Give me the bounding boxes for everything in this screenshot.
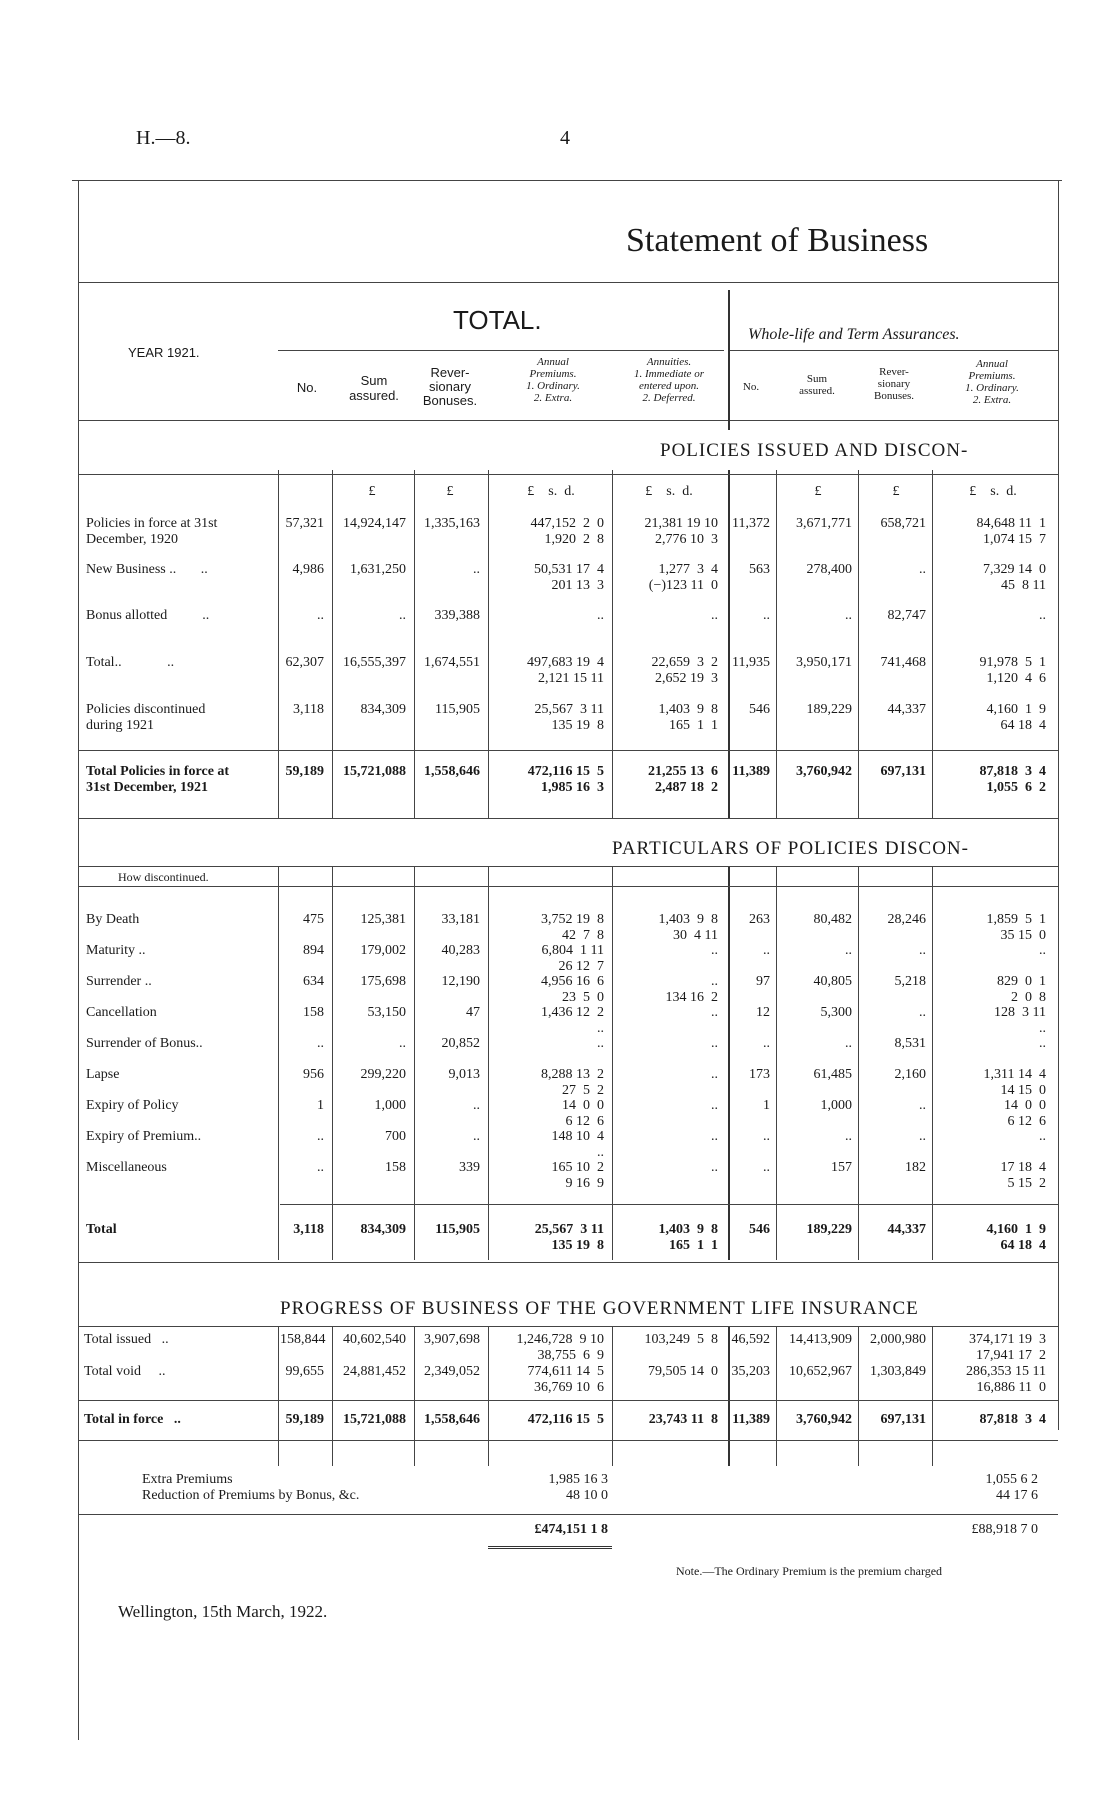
cell-wrev: 697,131 bbox=[880, 764, 926, 779]
cell-no: .. bbox=[317, 1160, 324, 1175]
wl-no-header: No. bbox=[742, 381, 760, 393]
cell-prem: 4,956 16 6 23 5 0 bbox=[541, 974, 604, 1005]
cell-wsum: 80,482 bbox=[813, 912, 852, 927]
cell-sum: 40,602,540 bbox=[343, 1332, 406, 1347]
cell-wrev: .. bbox=[919, 943, 926, 958]
left-rule bbox=[78, 180, 79, 1740]
extra-prem-value: 1,985 16 3 bbox=[548, 1472, 608, 1487]
section1-unit: £ bbox=[368, 484, 376, 499]
cell-wprem: 91,978 5 1 1,120 4 6 bbox=[979, 655, 1046, 686]
total-underline bbox=[278, 350, 724, 351]
section2-rule bbox=[78, 1262, 1058, 1263]
cell-sum: 125,381 bbox=[360, 912, 406, 927]
cell-wprem: .. bbox=[1039, 943, 1046, 958]
section3-col-divider bbox=[776, 1326, 777, 1466]
section3-col-divider bbox=[278, 1326, 279, 1466]
cell-wrev: .. bbox=[919, 1005, 926, 1020]
cell-no: 894 bbox=[303, 943, 324, 958]
cell-no: 158 bbox=[303, 1005, 324, 1020]
section2-col-divider bbox=[858, 866, 859, 1260]
cell-wno: 11,935 bbox=[732, 655, 770, 670]
section2-col-divider bbox=[932, 866, 933, 1260]
wl-sum-header: Sum assured. bbox=[799, 373, 835, 397]
cell-wno: 173 bbox=[749, 1067, 770, 1082]
cell-rev: 47 bbox=[466, 1005, 480, 1020]
cell-wsum: 61,485 bbox=[813, 1067, 852, 1082]
cell-rev: .. bbox=[473, 1129, 480, 1144]
cell-wprem: 286,353 15 11 16,886 11 0 bbox=[966, 1364, 1046, 1395]
cell-prem: 50,531 17 4 201 13 3 bbox=[534, 562, 604, 593]
grand-total-rule bbox=[78, 1514, 1058, 1515]
footer-date: Wellington, 15th March, 1922. bbox=[118, 1602, 328, 1621]
cell-ann: .. 134 16 2 bbox=[665, 974, 718, 1005]
cell-sum: 1,631,250 bbox=[350, 562, 406, 577]
cell-wrev: .. bbox=[919, 562, 926, 577]
section3-rule bbox=[78, 1400, 1058, 1401]
section1-col-divider bbox=[612, 470, 613, 818]
row-label: Expiry of Premium.. bbox=[86, 1129, 202, 1144]
cell-sum: 15,721,088 bbox=[343, 1412, 406, 1427]
cell-no: 59,189 bbox=[285, 1412, 324, 1427]
cell-no: .. bbox=[317, 608, 324, 623]
top-rule bbox=[72, 180, 1062, 181]
row-label: Miscellaneous bbox=[86, 1160, 167, 1175]
wl-premiums-header: Annual Premiums. 1. Ordinary. 2. Extra. bbox=[965, 358, 1019, 406]
extra-wprem-value: 1,055 6 2 bbox=[985, 1472, 1038, 1487]
cell-ann: 21,381 19 10 2,776 10 3 bbox=[644, 516, 718, 547]
cell-prem: 165 10 2 9 16 9 bbox=[551, 1160, 604, 1191]
cell-no: 956 bbox=[303, 1067, 324, 1082]
cell-wprem: .. bbox=[1039, 1129, 1046, 1144]
cell-no: 57,321 bbox=[285, 516, 324, 531]
cell-wprem: 374,171 19 3 17,941 17 2 bbox=[969, 1332, 1046, 1363]
cell-sum: .. bbox=[399, 608, 406, 623]
section1-rule bbox=[78, 750, 1058, 751]
cell-no: 3,118 bbox=[293, 702, 324, 717]
cell-no: .. bbox=[317, 1036, 324, 1051]
cell-ann: .. bbox=[711, 1129, 718, 1144]
cell-wrev: 182 bbox=[905, 1160, 926, 1175]
section2-rule bbox=[280, 1204, 1058, 1205]
section2-col-divider bbox=[776, 866, 777, 1260]
cell-rev: 115,905 bbox=[435, 1222, 480, 1237]
section2-col-divider bbox=[612, 866, 613, 1260]
cell-wsum: 189,229 bbox=[806, 1222, 852, 1237]
note: Note.—The Ordinary Premium is the premium charged bbox=[676, 1564, 943, 1578]
wl-rev-header: Rever- sionary Bonuses. bbox=[873, 366, 915, 402]
row-label: Surrender of Bonus.. bbox=[86, 1036, 203, 1051]
cell-wrev: 8,531 bbox=[894, 1036, 926, 1051]
cell-wprem: 7,329 14 0 45 8 11 bbox=[983, 562, 1046, 593]
cell-ann: 23,743 11 8 bbox=[648, 1412, 718, 1427]
cell-wsum: 10,652,967 bbox=[789, 1364, 852, 1379]
cell-wprem: 4,160 1 9 64 18 4 bbox=[986, 1222, 1046, 1253]
row-label: Total.. .. bbox=[86, 655, 175, 670]
cell-ann: .. bbox=[711, 1005, 718, 1020]
cell-sum: .. bbox=[399, 1036, 406, 1051]
cell-wno: .. bbox=[763, 1160, 770, 1175]
cell-prem: 472,116 15 5 1,985 16 3 bbox=[527, 764, 604, 795]
section2-rule bbox=[78, 866, 1058, 867]
cell-rev: 339 bbox=[459, 1160, 480, 1175]
whole-life-header: Whole-life and Term Assurances. bbox=[748, 326, 960, 343]
cell-rev: 40,283 bbox=[441, 943, 480, 958]
cell-sum: 1,000 bbox=[374, 1098, 406, 1113]
cell-wrev: 82,747 bbox=[887, 608, 926, 623]
cell-ann: .. bbox=[711, 608, 718, 623]
cell-prem: 497,683 19 4 2,121 15 11 bbox=[527, 655, 604, 686]
section1-unit: £ bbox=[446, 484, 454, 499]
cell-ann: .. bbox=[711, 943, 718, 958]
cell-wno: .. bbox=[763, 943, 770, 958]
row-label: Lapse bbox=[86, 1067, 120, 1082]
reduction-prem-value: 48 10 0 bbox=[566, 1488, 608, 1503]
section1-unit: £ s. d. bbox=[527, 484, 575, 499]
cell-wsum: .. bbox=[845, 943, 852, 958]
row-label: Total in force .. bbox=[84, 1412, 181, 1427]
cell-wrev: 2,000,980 bbox=[870, 1332, 926, 1347]
cell-wsum: 189,229 bbox=[806, 702, 852, 717]
section1-col-divider bbox=[932, 470, 933, 818]
cell-wno: 263 bbox=[749, 912, 770, 927]
row-label: Expiry of Policy bbox=[86, 1098, 179, 1113]
cell-prem: 14 0 0 6 12 6 bbox=[562, 1098, 604, 1129]
cell-sum: 16,555,397 bbox=[343, 655, 406, 670]
cell-wrev: 1,303,849 bbox=[870, 1364, 926, 1379]
section3-col-divider bbox=[932, 1326, 933, 1466]
cell-ann: .. bbox=[711, 1098, 718, 1113]
cell-wprem: 829 0 1 2 0 8 bbox=[997, 974, 1046, 1005]
cell-wsum: .. bbox=[845, 608, 852, 623]
cell-ann: .. bbox=[711, 1160, 718, 1175]
section1-col-divider bbox=[776, 470, 777, 818]
page-title: Statement of Business bbox=[626, 222, 929, 259]
cell-sum: 53,150 bbox=[367, 1005, 406, 1020]
cell-rev: 1,674,551 bbox=[424, 655, 480, 670]
row-label: Bonus allotted .. bbox=[86, 608, 210, 623]
cell-prem: 6,804 1 11 26 12 7 bbox=[541, 943, 604, 974]
row-label: Total bbox=[86, 1222, 117, 1237]
row-label: By Death bbox=[86, 912, 140, 927]
section3-col-divider bbox=[858, 1326, 859, 1466]
cell-no: 634 bbox=[303, 974, 324, 989]
cell-wrev: 741,468 bbox=[880, 655, 926, 670]
cell-wno: 97 bbox=[756, 974, 770, 989]
section1-unit: £ bbox=[892, 484, 900, 499]
cell-ann: .. bbox=[711, 1036, 718, 1051]
cell-prem: .. bbox=[597, 608, 604, 623]
cell-rev: 12,190 bbox=[441, 974, 480, 989]
cell-wrev: 44,337 bbox=[887, 702, 926, 717]
cell-wno: 11,389 bbox=[732, 1412, 770, 1427]
cell-wno: .. bbox=[763, 608, 770, 623]
row-label: Total issued .. bbox=[84, 1332, 169, 1347]
page-number: 4 bbox=[560, 127, 570, 149]
cell-sum: 175,698 bbox=[360, 974, 406, 989]
cell-prem: 774,611 14 5 36,769 10 6 bbox=[527, 1364, 604, 1395]
cell-prem: 1,246,728 9 10 38,755 6 9 bbox=[516, 1332, 604, 1363]
cell-wsum: 5,300 bbox=[820, 1005, 852, 1020]
section3-heading: PROGRESS OF BUSINESS OF THE GOVERNMENT LIFE INSURANCE bbox=[280, 1298, 919, 1319]
cell-rev: .. bbox=[473, 562, 480, 577]
cell-sum: 158 bbox=[385, 1160, 406, 1175]
total-header: TOTAL. bbox=[453, 305, 542, 335]
section2-col-divider bbox=[278, 866, 279, 1260]
cell-rev: 20,852 bbox=[441, 1036, 480, 1051]
cell-rev: 1,558,646 bbox=[424, 764, 480, 779]
section3-col-divider bbox=[488, 1326, 489, 1466]
section1-col-divider bbox=[488, 470, 489, 818]
section1-heading: POLICIES ISSUED AND DISCON- bbox=[660, 440, 969, 461]
cell-wprem: 1,859 5 1 35 15 0 bbox=[986, 912, 1046, 943]
row-label: Maturity .. bbox=[86, 943, 146, 958]
cell-rev: 115,905 bbox=[435, 702, 480, 717]
cell-prem: 447,152 2 0 1,920 2 8 bbox=[530, 516, 604, 547]
section2-rule bbox=[78, 886, 1058, 887]
cell-sum: 299,220 bbox=[360, 1067, 406, 1082]
section2-subhead: How discontinued. bbox=[118, 870, 209, 884]
annuities-header: Annuities. 1. Immediate or entered upon. 2. Deferred. bbox=[634, 356, 704, 404]
cell-wno: 46,592 bbox=[731, 1332, 770, 1347]
section1-unit: £ bbox=[814, 484, 822, 499]
cell-wprem: 87,818 3 4 bbox=[979, 1412, 1046, 1427]
cell-wprem: 128 3 11 .. bbox=[994, 1005, 1046, 1036]
cell-sum: 700 bbox=[385, 1129, 406, 1144]
sum-assured-header: Sum assured. bbox=[349, 373, 399, 403]
cell-wno: 546 bbox=[749, 702, 770, 717]
cell-wsum: 3,760,942 bbox=[796, 1412, 852, 1427]
cell-wsum: 278,400 bbox=[806, 562, 852, 577]
reduction-label: Reduction of Premiums by Bonus, &c. bbox=[142, 1488, 360, 1503]
cell-rev: 1,558,646 bbox=[424, 1412, 480, 1427]
wholelife-underline bbox=[728, 350, 1058, 351]
section1-col-divider bbox=[858, 470, 859, 818]
cell-wno: 11,389 bbox=[732, 764, 770, 779]
grand-wtotal: £88,918 7 0 bbox=[971, 1522, 1038, 1537]
section3-rule bbox=[78, 1440, 1058, 1441]
cell-wrev: 2,160 bbox=[894, 1067, 926, 1082]
cell-wrev: 44,337 bbox=[887, 1222, 926, 1237]
section1-rule bbox=[78, 818, 1058, 819]
cell-wno: .. bbox=[763, 1036, 770, 1051]
cell-rev: 2,349,052 bbox=[424, 1364, 480, 1379]
row-label: Total Policies in force at 31st December, 1921 bbox=[86, 764, 230, 795]
cell-wno: 11,372 bbox=[732, 516, 770, 531]
cell-ann: 1,277 3 4 (−)123 11 0 bbox=[648, 562, 718, 593]
section2-heading: PARTICULARS OF POLICIES DISCON- bbox=[612, 838, 969, 859]
cell-sum: 179,002 bbox=[360, 943, 406, 958]
year-header: YEAR 1921. bbox=[128, 345, 200, 360]
row-label: Cancellation bbox=[86, 1005, 157, 1020]
reduction-wprem-value: 44 17 6 bbox=[996, 1488, 1038, 1503]
cell-prem: .. bbox=[597, 1036, 604, 1051]
cell-wsum: 3,760,942 bbox=[796, 764, 852, 779]
cell-ann: 1,403 9 8 165 1 1 bbox=[658, 702, 718, 733]
cell-no: 3,118 bbox=[293, 1222, 324, 1237]
cell-prem: 25,567 3 11 135 19 8 bbox=[534, 1222, 604, 1253]
cell-wno: 12 bbox=[756, 1005, 770, 1020]
section1-unit: £ s. d. bbox=[969, 484, 1017, 499]
right-rule bbox=[1058, 180, 1059, 1430]
section1-col-divider bbox=[278, 470, 279, 818]
cell-wprem: 87,818 3 4 1,055 6 2 bbox=[979, 764, 1046, 795]
cell-wprem: 14 0 0 6 12 6 bbox=[1004, 1098, 1046, 1129]
cell-prem: 8,288 13 2 27 5 2 bbox=[541, 1067, 604, 1098]
cell-ann: 22,659 3 2 2,652 19 3 bbox=[651, 655, 718, 686]
cell-wrev: 697,131 bbox=[880, 1412, 926, 1427]
section2-col-divider bbox=[488, 866, 489, 1260]
cell-ann: 21,255 13 6 2,487 18 2 bbox=[648, 764, 718, 795]
cell-wrev: 5,218 bbox=[894, 974, 926, 989]
section1-unit: £ s. d. bbox=[645, 484, 693, 499]
cell-wsum: 3,671,771 bbox=[796, 516, 852, 531]
cell-wno: 546 bbox=[749, 1222, 770, 1237]
header-bottom-rule bbox=[78, 420, 1058, 421]
cell-wrev: 658,721 bbox=[880, 516, 926, 531]
cell-sum: 15,721,088 bbox=[343, 764, 406, 779]
cell-ann: 1,403 9 8 165 1 1 bbox=[658, 1222, 718, 1253]
cell-wprem: 17 18 4 5 15 2 bbox=[1000, 1160, 1046, 1191]
cell-wsum: 3,950,171 bbox=[796, 655, 852, 670]
grand-total-underline bbox=[488, 1546, 612, 1549]
cell-rev: 33,181 bbox=[441, 912, 480, 927]
cell-wsum: .. bbox=[845, 1129, 852, 1144]
grand-total: £474,151 1 8 bbox=[534, 1522, 608, 1537]
cell-wprem: .. bbox=[1039, 608, 1046, 623]
cell-rev: 1,335,163 bbox=[424, 516, 480, 531]
cell-no: 1 bbox=[317, 1098, 324, 1113]
cell-no: 59,189 bbox=[285, 764, 324, 779]
cell-wno: 1 bbox=[763, 1098, 770, 1113]
row-label: Policies in force at 31st December, 1920 bbox=[86, 516, 218, 547]
cell-no: 4,986 bbox=[292, 562, 324, 577]
cell-wsum: 157 bbox=[831, 1160, 852, 1175]
cell-no: .. bbox=[317, 1129, 324, 1144]
cell-wrev: .. bbox=[919, 1129, 926, 1144]
row-label: Policies discontinued during 1921 bbox=[86, 702, 206, 733]
cell-ann: .. bbox=[711, 1067, 718, 1082]
cell-wsum: 1,000 bbox=[820, 1098, 852, 1113]
cell-no: 62,307 bbox=[285, 655, 324, 670]
annual-premiums-header: Annual Premiums. 1. Ordinary. 2. Extra. bbox=[526, 356, 580, 404]
cell-wsum: .. bbox=[845, 1036, 852, 1051]
no-header: No. bbox=[296, 380, 318, 395]
cell-rev: 9,013 bbox=[448, 1067, 480, 1082]
cell-wrev: .. bbox=[919, 1098, 926, 1113]
cell-sum: 834,309 bbox=[360, 1222, 406, 1237]
row-label: Surrender .. bbox=[86, 974, 152, 989]
cell-wsum: 14,413,909 bbox=[789, 1332, 852, 1347]
cell-wprem: 4,160 1 9 64 18 4 bbox=[986, 702, 1046, 733]
rev-bonuses-header: Rever- sionary Bonuses. bbox=[422, 365, 478, 408]
cell-prem: 3,752 19 8 42 7 8 bbox=[541, 912, 604, 943]
cell-no: 99,655 bbox=[285, 1364, 324, 1379]
major-divider-header bbox=[728, 290, 730, 430]
row-label: New Business .. .. bbox=[86, 562, 208, 577]
cell-ann: 79,505 14 0 bbox=[648, 1364, 718, 1379]
extra-premiums-label: Extra Premiums bbox=[142, 1472, 233, 1487]
cell-ann: 103,249 5 8 bbox=[644, 1332, 718, 1347]
cell-rev: 3,907,698 bbox=[424, 1332, 480, 1347]
cell-wprem: 1,311 14 4 14 15 0 bbox=[983, 1067, 1046, 1098]
cell-wsum: 40,805 bbox=[813, 974, 852, 989]
cell-ann: 1,403 9 8 30 4 11 bbox=[658, 912, 718, 943]
row-label: Total void .. bbox=[84, 1364, 166, 1379]
cell-wno: 563 bbox=[749, 562, 770, 577]
cell-wprem: 84,648 11 1 1,074 15 7 bbox=[976, 516, 1046, 547]
cell-rev: 339,388 bbox=[434, 608, 480, 623]
cell-prem: 1,436 12 2 .. bbox=[541, 1005, 604, 1036]
cell-prem: 148 10 4 .. bbox=[551, 1129, 604, 1160]
page-ref: H.—8. bbox=[136, 127, 191, 149]
section1-rule bbox=[78, 474, 1058, 475]
cell-prem: 25,567 3 11 135 19 8 bbox=[534, 702, 604, 733]
cell-wrev: 28,246 bbox=[887, 912, 926, 927]
cell-wprem: .. bbox=[1039, 1036, 1046, 1051]
cell-wno: 35,203 bbox=[731, 1364, 770, 1379]
cell-rev: .. bbox=[473, 1098, 480, 1113]
section3-rule bbox=[78, 1326, 1058, 1327]
cell-no: 158,844 bbox=[280, 1332, 326, 1347]
cell-sum: 834,309 bbox=[360, 702, 406, 717]
cell-wno: .. bbox=[763, 1129, 770, 1144]
header-top-rule bbox=[78, 282, 1058, 283]
cell-prem: 472,116 15 5 bbox=[527, 1412, 604, 1427]
cell-sum: 24,881,452 bbox=[343, 1364, 406, 1379]
cell-sum: 14,924,147 bbox=[343, 516, 406, 531]
cell-no: 475 bbox=[303, 912, 324, 927]
section3-col-divider bbox=[612, 1326, 613, 1466]
